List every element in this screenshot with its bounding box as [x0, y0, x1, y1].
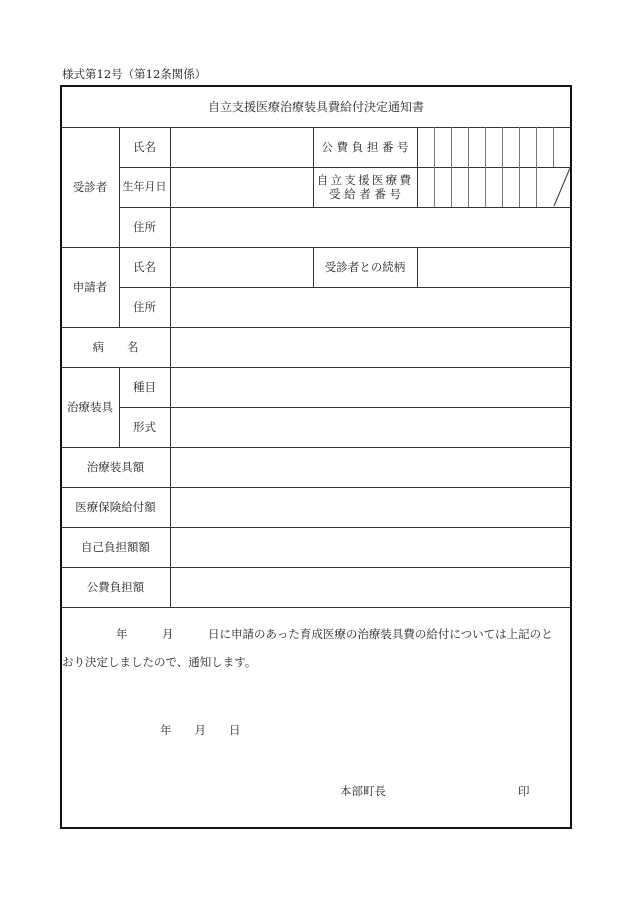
issue-date: 年 月 日 [160, 723, 241, 737]
disease-label: 病 名 [92, 339, 139, 354]
form-number: 様式第12号（第12条関係） [62, 67, 207, 81]
applicant-address-label: 住所 [133, 299, 156, 314]
device-type-label: 種目 [133, 379, 156, 394]
notice-text [62, 620, 567, 676]
diagonal-strike [553, 167, 571, 207]
device-group-label: 治療装具 [67, 399, 113, 414]
signer-title: 本部町長 [340, 784, 386, 798]
recipient-number-label [313, 167, 417, 207]
device-amount-label: 治療装具額 [86, 459, 145, 474]
recipient-label-line2: 受 給 者 番 号 [328, 187, 402, 201]
self-burden-amount-label: 自己負担額額 [81, 539, 150, 554]
public-burden-number-label: 公 費 負 担 番 号 [321, 139, 409, 154]
relation-label: 受診者との続柄 [324, 259, 406, 274]
patient-birth-label: 生年月日 [122, 180, 167, 194]
notice-line-2: おり決定しましたので、通知します。 [62, 655, 257, 669]
applicant-name-label: 氏名 [133, 259, 156, 274]
notice-line-1: 年 月 日に申請のあった育成医療の治療装具費の給付については上記のと [116, 627, 553, 641]
patient-name-label: 氏名 [133, 139, 156, 154]
seal-mark: 印 [518, 784, 530, 798]
applicant-group-label: 申請者 [72, 279, 108, 294]
recipient-label-line1: 自立支援医療費 [316, 172, 414, 187]
patient-group-label: 受診者 [72, 179, 108, 194]
public-burden-amount-label: 公費負担額 [86, 579, 145, 594]
patient-address-label: 住所 [133, 219, 156, 234]
device-form-label: 形式 [133, 419, 156, 434]
insurance-amount-label: 医療保険給付額 [75, 499, 156, 514]
form-title: 自立支援医療治療装具費給付決定通知書 [207, 99, 424, 114]
